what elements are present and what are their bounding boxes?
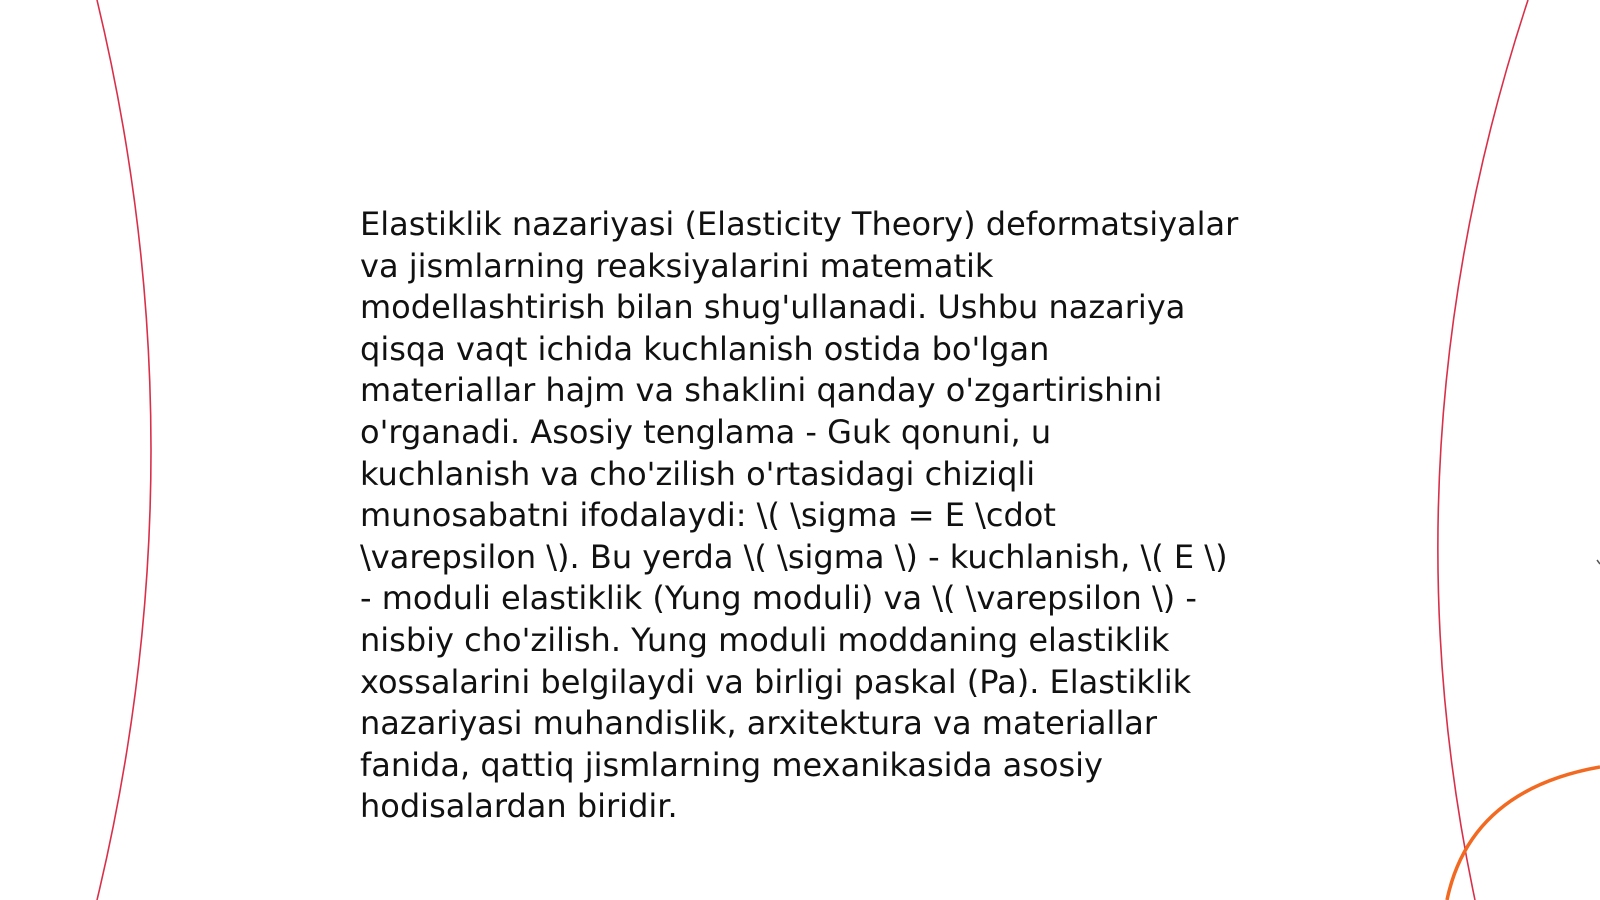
text-line: fanida, qattiq jismlarning mexanikasida asosiy (360, 745, 1103, 784)
text-line: modellashtirish bilan shug'ullanadi. Ushbu nazariya (360, 288, 1186, 327)
text-line: \varepsilon \). Bu yerda \( \sigma \) - kuchlanish, \( E \) (360, 537, 1228, 576)
text-line: qisqa vaqt ichida kuchlanish ostida bo'lgan (360, 329, 1050, 368)
text-line: materiallar hajm va shaklini qanday o'zgartirishini (360, 371, 1163, 410)
text-line: hodisalardan biridir. (360, 787, 678, 826)
right-arc-decoration (1438, 0, 1528, 900)
text-line: kuchlanish va cho'zilish o'rtasidagi chiziqli (360, 454, 1036, 493)
text-line: nisbiy cho'zilish. Yung moduli moddaning elastiklik (360, 620, 1170, 659)
text-line: - moduli elastiklik (Yung moduli) va \( \varepsilon \) - (360, 579, 1197, 618)
text-line: xossalarini belgilaydi va birligi paskal (Pa). Elastiklik (360, 662, 1192, 701)
corner-circle-decoration (1447, 767, 1600, 900)
body-paragraph (360, 204, 1240, 828)
text-line: Elastiklik nazariyasi (Elasticity Theory) deformatsiyalar (360, 205, 1239, 243)
text-line: va jismlarning reaksiyalarini matematik (360, 246, 994, 285)
text-line: munosabatni ifodalaydi: \( \sigma = E \cdot (360, 496, 1056, 535)
text-line: nazariyasi muhandislik, arxitektura va materiallar (360, 704, 1157, 743)
text-line: o'rganadi. Asosiy tenglama - Guk qonuni, u (360, 412, 1052, 451)
left-arc-decoration (97, 0, 151, 900)
